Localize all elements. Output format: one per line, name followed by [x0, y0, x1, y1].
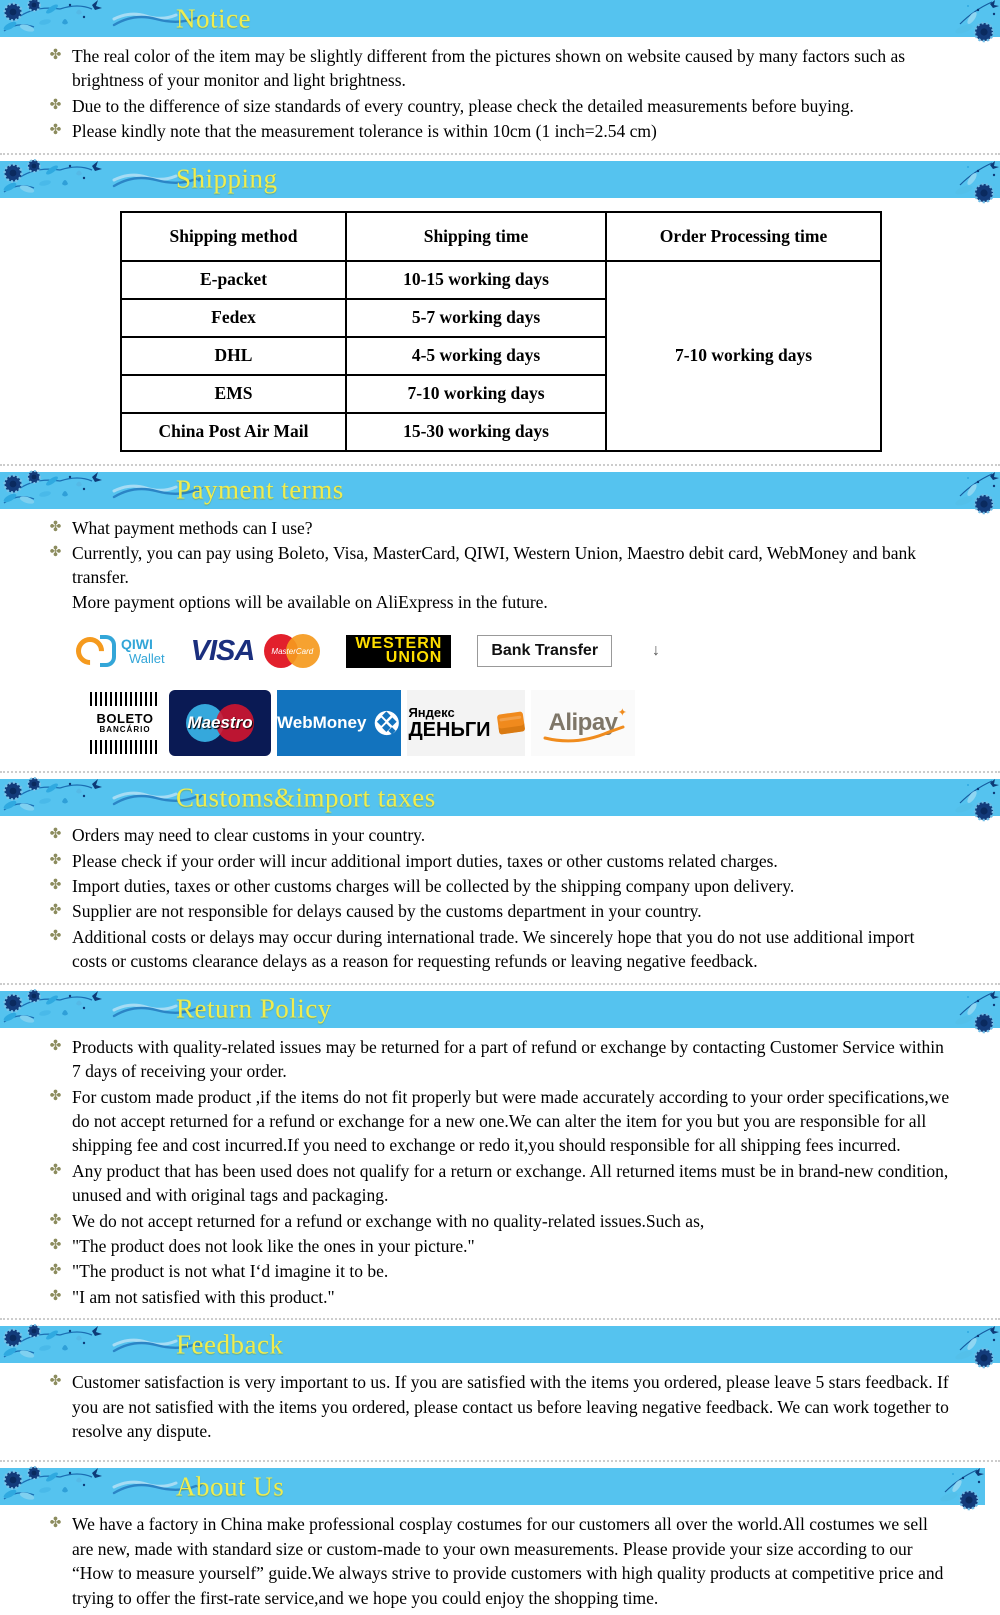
payment-methods-line: Currently, you can pay using Boleto, Visa, MasterCard, QIWI, Western Union, Maestro debit card, WebMoney and bank transfer. — [72, 543, 917, 588]
payment-bullet-text — [72, 541, 952, 614]
table-header-row — [121, 212, 881, 261]
yandex-sublabel: ДЕНЬГИ — [408, 718, 491, 741]
notice-bullet — [48, 44, 952, 93]
payment-bullet — [48, 516, 952, 540]
boleto-label: BOLETO — [96, 711, 154, 727]
cross-bullet-icon: ✤ — [49, 1088, 62, 1104]
qiwi-sublabel: Wallet — [129, 650, 165, 666]
section-divider — [0, 153, 1000, 155]
return-bullet — [48, 1234, 952, 1258]
barcode-icon — [90, 740, 160, 754]
customs-bullet — [48, 849, 952, 873]
customs-content — [0, 816, 1000, 978]
cross-bullet-icon: ✤ — [49, 878, 62, 894]
col-header-processing-time: Order Processing time — [606, 212, 881, 261]
customs-bullet-text: Additional costs or delays may occur during international trade. We sincerely hope that you do not use additional import costs or customs clearance delays as a reason for requesting refunds or leaving negative feedback. — [72, 926, 915, 972]
cross-bullet-icon: ✤ — [49, 1162, 62, 1178]
boleto-logo — [90, 692, 163, 754]
section-divider — [0, 983, 1000, 985]
notice-bullet — [48, 119, 952, 143]
customs-bullet-text: Import duties, taxes or other customs charges will be collected by the shipping company upon delivery. — [72, 876, 795, 897]
payment-banner — [0, 472, 1000, 509]
yandex-money-logo — [407, 690, 525, 756]
section-title-customs: Customs&import taxes — [176, 782, 436, 813]
cross-bullet-icon: ✤ — [49, 1212, 62, 1228]
cell-time: 4-5 working days — [346, 337, 606, 375]
section-divider — [0, 771, 1000, 773]
cell-method: Fedex — [121, 299, 346, 337]
return-bullet — [48, 1085, 952, 1158]
payment-logos-row-1 — [76, 629, 1000, 673]
customs-bullet-text: Orders may need to clear customs in your country. — [72, 825, 426, 846]
feedback-bullet-text: Customer satisfaction is very important to us. If you are satisfied with the items you ordered, please leave 5 stars feedback. If you are not satisfied with the items you ordered, please contact us before leaving negative feedback. We can work together to resolve any dispute. — [72, 1372, 949, 1441]
flower-decoration-right-icon — [940, 468, 1000, 514]
payment-bullet — [48, 541, 952, 614]
return-bullet-text: "The product does not look like the ones in your picture." — [72, 1235, 475, 1256]
cross-bullet-icon: ✤ — [49, 903, 62, 919]
return-bullet-text: "I am not satisfied with this product." — [72, 1286, 335, 1307]
cell-time: 5-7 working days — [346, 299, 606, 337]
cross-bullet-icon: ✤ — [49, 928, 62, 944]
yandex-label: Яндекс — [408, 704, 455, 720]
table-row — [121, 261, 881, 299]
col-header-shipping-method: Shipping method — [121, 212, 346, 261]
flower-decoration-left-icon — [0, 776, 120, 820]
section-title-feedback: Feedback — [176, 1329, 284, 1360]
customs-bullet — [48, 823, 952, 847]
shipping-table-wrap — [120, 211, 1000, 452]
cell-processing-time: 7-10 working days — [606, 261, 881, 451]
section-customs — [0, 771, 1000, 978]
customs-bullet-text: Please check if your order will incur additional import duties, taxes or other customs related charges. — [72, 850, 778, 871]
flower-decoration-right-icon — [925, 1464, 985, 1510]
feedback-content — [0, 1363, 1000, 1448]
mastercard-label: MasterCard — [271, 647, 314, 657]
feedback-banner — [0, 1326, 1000, 1363]
notice-bullet — [48, 94, 952, 118]
section-notice — [0, 0, 1000, 149]
boleto-sublabel: BANCÁRIO — [99, 724, 151, 734]
webmoney-logo — [277, 690, 401, 756]
section-title-shipping: Shipping — [176, 163, 278, 194]
cross-bullet-icon: ✤ — [49, 97, 62, 113]
flower-decoration-left-icon — [0, 0, 120, 41]
return-bullet — [48, 1285, 952, 1309]
barcode-icon — [90, 692, 160, 706]
notice-content — [0, 37, 1000, 149]
customs-banner — [0, 779, 1000, 816]
payment-logos-row-2 — [90, 689, 1000, 757]
section-shipping — [0, 153, 1000, 452]
section-title-return-policy: Return Policy — [176, 993, 332, 1024]
return-policy-banner — [0, 991, 1000, 1028]
notice-bullet-text: Due to the difference of size standards of every country, please check the detailed measurements before buying. — [72, 95, 854, 116]
about-bullet-text: We have a factory in China make professional cosplay costumes for our customers all over the world.All costumes we sell are new, made with standard size or custom-made to your own measurements. Please provide your size according to our “How to measure yourself” guide.We always strive to provide customers with high quality products at competitive price and trying to offer the first-rate service,and we hope you could enjoy the shopping time. — [72, 1514, 944, 1608]
section-about — [0, 1460, 1000, 1615]
webmoney-label: WebMoney — [277, 713, 367, 733]
section-return-policy — [0, 983, 1000, 1314]
western-union-logo — [346, 635, 451, 668]
section-feedback — [0, 1318, 1000, 1448]
return-bullet-text: We do not accept returned for a refund or exchange with no quality-related issues.Such as, — [72, 1210, 705, 1231]
return-policy-content — [0, 1028, 1000, 1314]
western-union-line1: WESTERN — [355, 634, 443, 652]
return-bullet-text: Products with quality-related issues may be returned for a part of refund or exchange by contacting Customer Service within 7 days of receiving your order. — [72, 1036, 944, 1082]
flower-decoration-right-icon — [940, 0, 1000, 42]
cell-time: 10-15 working days — [346, 261, 606, 299]
cell-time: 15-30 working days — [346, 413, 606, 451]
mastercard-logo — [264, 633, 320, 669]
alipay-swoosh-icon — [543, 726, 627, 744]
section-divider — [0, 1460, 1000, 1462]
return-bullet — [48, 1209, 952, 1233]
flower-decoration-left-icon — [0, 469, 120, 513]
return-bullet-text: For custom made product ,if the items do not fit properly but were made accurately according to your order specifications,we do not accept returned for a refund or exchange for a new one.We can alter the item for you but you are responsible for all shipping fee and cost incurred.If you need to exchange or redo it,you should responsible for all shipping fees incurred. — [72, 1086, 950, 1156]
section-title-payment: Payment terms — [176, 474, 344, 505]
cross-bullet-icon: ✤ — [49, 1263, 62, 1279]
sparkle-icon: ✦ — [617, 707, 627, 720]
cross-bullet-icon: ✤ — [49, 48, 62, 63]
customs-bullet — [48, 874, 952, 898]
customs-bullet — [48, 899, 952, 923]
qiwi-label: QIWI — [121, 636, 153, 653]
alipay-label: Alipay — [548, 709, 618, 737]
payment-bullet-text: What payment methods can I use? — [72, 517, 313, 538]
flower-decoration-right-icon — [940, 1322, 1000, 1368]
flower-decoration-right-icon — [940, 775, 1000, 821]
cross-bullet-icon: ✤ — [49, 1038, 62, 1054]
feedback-bullet — [48, 1370, 952, 1443]
cell-method: China Post Air Mail — [121, 413, 346, 451]
section-title-about: About Us — [176, 1471, 285, 1502]
alipay-logo — [531, 690, 635, 756]
customs-bullet-text: Supplier are not responsible for delays caused by the customs department in your country. — [72, 901, 702, 922]
webmoney-emblem-icon — [373, 707, 401, 739]
cell-method: EMS — [121, 375, 346, 413]
flower-decoration-left-icon — [0, 158, 120, 202]
flower-decoration-left-icon — [0, 1465, 120, 1509]
shipping-table — [120, 211, 882, 452]
section-divider — [0, 1318, 1000, 1320]
payment-more-line: More payment options will be available on AliExpress in the future. — [72, 591, 548, 612]
return-bullet-text: "The product is not what I‘d imagine it to be. — [72, 1261, 389, 1282]
maestro-label: Maestro — [187, 713, 253, 733]
about-content — [0, 1505, 1000, 1615]
flower-decoration-left-icon — [0, 1323, 120, 1367]
about-bullet — [48, 1512, 952, 1610]
return-bullet — [48, 1259, 952, 1283]
notice-bullet-text: The real color of the item may be slightly different from the pictures shown on website caused by many factors such as brightness of your monitor and light brightness. — [72, 46, 906, 91]
shipping-banner — [0, 161, 1000, 198]
cell-method: E-packet — [121, 261, 346, 299]
wallet-icon — [496, 712, 525, 735]
down-arrow-icon: ↓ — [652, 642, 661, 660]
western-union-line2: UNION — [385, 649, 443, 667]
payment-content — [0, 509, 1000, 620]
flower-decoration-left-icon — [0, 988, 120, 1032]
cross-bullet-icon: ✤ — [49, 545, 62, 561]
qiwi-wallet-logo — [76, 635, 165, 667]
cross-bullet-icon: ✤ — [49, 519, 62, 535]
bank-transfer-logo: Bank Transfer — [477, 635, 612, 667]
col-header-shipping-time: Shipping time — [346, 212, 606, 261]
customs-bullet — [48, 925, 952, 974]
notice-banner — [0, 0, 1000, 37]
cell-time: 7-10 working days — [346, 375, 606, 413]
return-bullet-text: Any product that has been used does not qualify for a return or exchange. All returned items must be in brand-new condition, unused and with original tags and packaging. — [72, 1160, 949, 1206]
cross-bullet-icon: ✤ — [49, 1288, 62, 1304]
cross-bullet-icon: ✤ — [49, 852, 62, 868]
section-title-notice: Notice — [176, 3, 251, 33]
return-bullet — [48, 1159, 952, 1208]
cross-bullet-icon: ✤ — [49, 1516, 62, 1532]
flower-decoration-right-icon — [940, 157, 1000, 203]
maestro-logo — [169, 690, 271, 756]
cell-method: DHL — [121, 337, 346, 375]
cross-bullet-icon: ✤ — [49, 1237, 62, 1253]
cross-bullet-icon: ✤ — [49, 123, 62, 139]
visa-logo: VISA — [190, 634, 255, 667]
flower-decoration-right-icon — [940, 987, 1000, 1033]
section-payment — [0, 464, 1000, 758]
cross-bullet-icon: ✤ — [49, 827, 62, 843]
cross-bullet-icon: ✤ — [49, 1374, 62, 1390]
section-divider — [0, 464, 1000, 466]
return-bullet — [48, 1035, 952, 1084]
notice-bullet-text: Please kindly note that the measurement tolerance is within 10cm (1 inch=2.54 cm) — [72, 121, 657, 142]
